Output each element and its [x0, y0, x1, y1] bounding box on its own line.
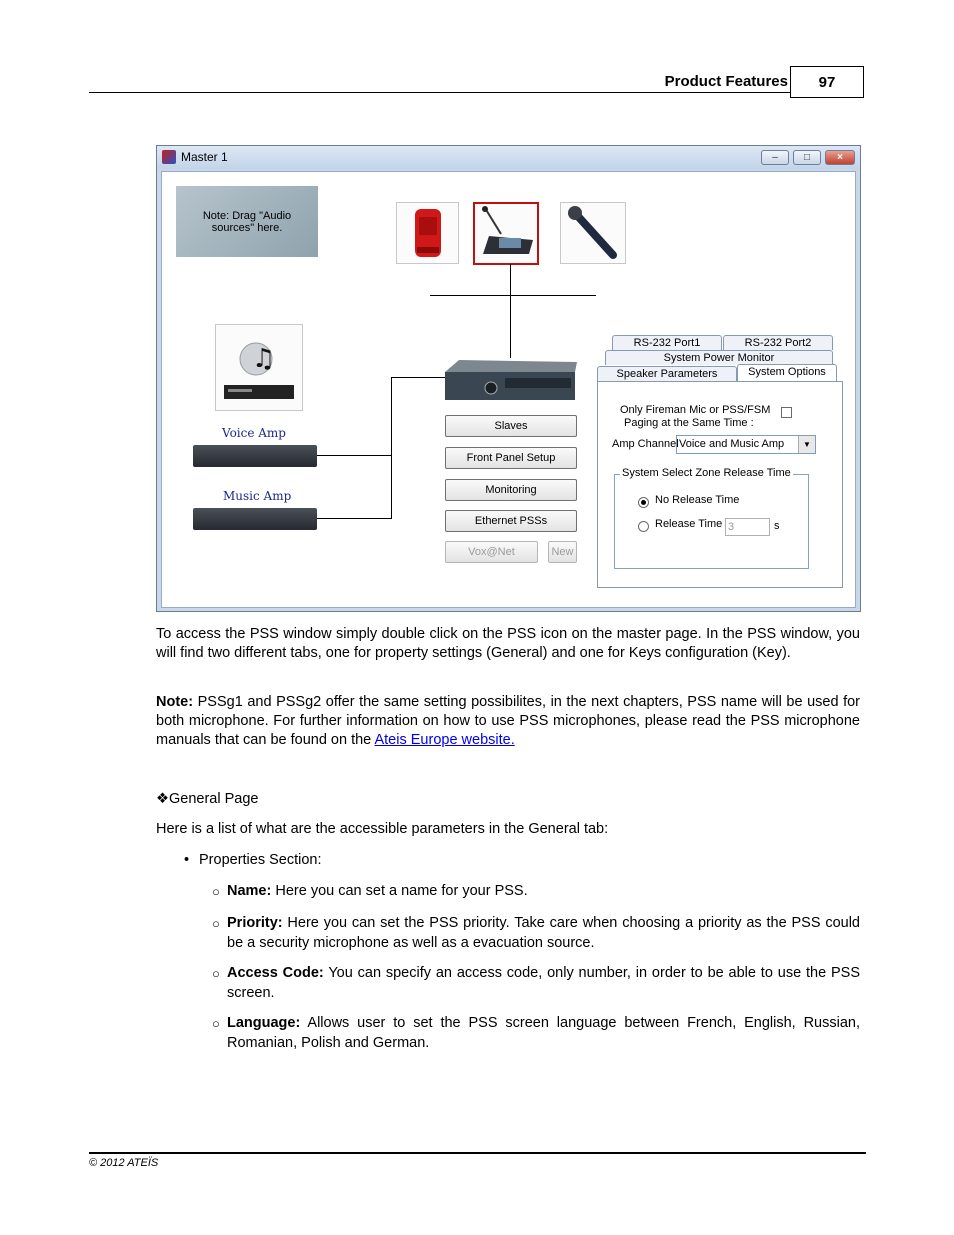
handheld-mic-device[interactable] — [560, 202, 626, 264]
slaves-button[interactable]: Slaves — [445, 415, 577, 437]
voice-amp-device[interactable] — [193, 445, 317, 467]
circle-bullet-icon: ○ — [212, 1016, 220, 1031]
section-heading — [156, 791, 258, 807]
chevron-down-icon[interactable]: ▼ — [798, 436, 815, 453]
note-text: PSSg1 and PSSg2 offer the same setting possibilites, in the next chapters, PSS name will be used for both microphone. For further information on how to use PSS microphones, please read the PSS microphone manuals that can be found on the — [156, 694, 860, 748]
item-label: Language: — [227, 1015, 301, 1031]
music-amp-device[interactable] — [193, 508, 317, 530]
master-window-screenshot — [156, 145, 861, 612]
header-divider — [89, 92, 790, 93]
fireman-mic-icon — [397, 203, 458, 263]
new-button[interactable]: New — [548, 541, 577, 563]
release-time-value: 3 — [728, 521, 735, 533]
release-time-label: Release Time — [655, 518, 723, 530]
item-text: Allows user to set the PSS screen language between French, English, Russian, Romanian, Polish and German. — [227, 1015, 860, 1051]
footer-divider — [89, 1152, 866, 1154]
svg-text:♫: ♫ — [252, 344, 276, 374]
item-label: Priority: — [227, 915, 283, 931]
connector-line — [430, 295, 596, 296]
ethernet-psss-button[interactable]: Ethernet PSSs — [445, 510, 577, 532]
window-title-bar — [157, 146, 860, 169]
circle-bullet-icon: ○ — [212, 966, 220, 981]
close-button[interactable]: × — [825, 150, 855, 165]
bullet-icon: • — [184, 852, 190, 868]
connector-line — [510, 264, 511, 358]
maximize-button[interactable]: □ — [793, 150, 821, 165]
music-note-icon — [216, 325, 302, 410]
release-time-unit: s — [774, 520, 780, 532]
connector-line — [317, 518, 392, 519]
fireman-label-line2: Paging at the Same Time : — [624, 417, 754, 429]
tab-rs232-port1[interactable]: RS-232 Port1 — [612, 335, 722, 350]
pss-device[interactable] — [473, 202, 539, 265]
fireman-paging-checkbox[interactable] — [781, 407, 792, 418]
circle-bullet-icon: ○ — [212, 916, 220, 931]
window-client-area — [161, 171, 856, 608]
list-item-language — [227, 1013, 860, 1053]
audio-sources-drop-area[interactable] — [176, 186, 318, 257]
item-text: You can specify an access code, only number, in order to be able to use the PSS screen. — [227, 965, 860, 1001]
diamond-bullet-icon: ❖ — [156, 791, 169, 807]
general-tab-intro: Here is a list of what are the accessible parameters in the General tab: — [156, 821, 609, 837]
amp-channel-value: Voice and Music Amp — [679, 438, 785, 450]
tab-system-power-monitor[interactable]: System Power Monitor — [605, 350, 833, 365]
tab-speaker-parameters[interactable]: Speaker Parameters — [597, 366, 737, 381]
system-options-panel — [597, 381, 843, 588]
master-unit-icon — [445, 358, 577, 402]
intro-paragraph: To access the PSS window simply double click on the PSS icon on the master page. In the PSS window, you will find two different tabs, one for property settings (General) and one for Keys configuration (Key). — [156, 626, 860, 661]
item-text: Here you can set the PSS priority. Take care when choosing a priority as the PSS could be a security microphone as well as a evacuation source. — [227, 915, 860, 951]
connector-line — [391, 377, 392, 519]
section-title: General Page — [169, 791, 259, 807]
no-release-time-radio[interactable] — [638, 497, 649, 508]
music-source-device[interactable] — [215, 324, 303, 411]
voice-amp-label: Voice Amp — [222, 426, 286, 440]
zone-release-time-group — [614, 467, 809, 569]
ateis-europe-link[interactable]: Ateis Europe website. — [374, 732, 515, 748]
list-item-priority — [227, 913, 860, 953]
item-label: Access Code: — [227, 965, 324, 981]
item-text: Here you can set a name for your PSS. — [271, 883, 528, 899]
voxnet-button[interactable]: Vox@Net — [445, 541, 538, 563]
release-time-spinner[interactable] — [725, 518, 770, 536]
app-icon — [162, 150, 176, 164]
amp-channel-label: Amp Channel — [612, 438, 679, 450]
note-label: Note: — [156, 694, 194, 710]
header-title: Product Features — [664, 73, 788, 90]
monitoring-button[interactable]: Monitoring — [445, 479, 577, 501]
minimize-button[interactable]: – — [761, 150, 789, 165]
fireman-label-line1: Only Fireman Mic or PSS/FSM — [620, 404, 771, 416]
footer-copyright: © 2012 ATEÏS — [89, 1157, 159, 1169]
properties-section-label: Properties Section: — [199, 852, 322, 868]
amp-channel-select[interactable] — [676, 435, 816, 454]
fireman-mic-device[interactable] — [396, 202, 459, 264]
handheld-mic-icon — [561, 203, 625, 263]
circle-bullet-icon: ○ — [212, 884, 220, 899]
tab-system-options[interactable]: System Options — [737, 364, 837, 382]
note-paragraph — [156, 693, 860, 750]
window-title: Master 1 — [181, 150, 228, 164]
drop-area-note: Note: Drag "Audio sources" here. — [202, 209, 292, 234]
connector-line — [317, 455, 392, 456]
group-title: System Select Zone Release Time — [622, 467, 791, 479]
pss-console-icon — [475, 204, 537, 263]
connector-line — [391, 377, 445, 378]
item-label: Name: — [227, 883, 272, 899]
tab-rs232-port2[interactable]: RS-232 Port2 — [723, 335, 833, 350]
page-number: 97 — [790, 66, 864, 98]
list-item-access-code — [227, 963, 860, 1003]
list-item-name — [227, 881, 860, 901]
front-panel-setup-button[interactable]: Front Panel Setup — [445, 447, 577, 469]
release-time-radio[interactable] — [638, 521, 649, 532]
music-amp-label: Music Amp — [223, 489, 292, 503]
no-release-time-label: No Release Time — [655, 494, 740, 506]
master-unit-device[interactable] — [445, 358, 577, 402]
